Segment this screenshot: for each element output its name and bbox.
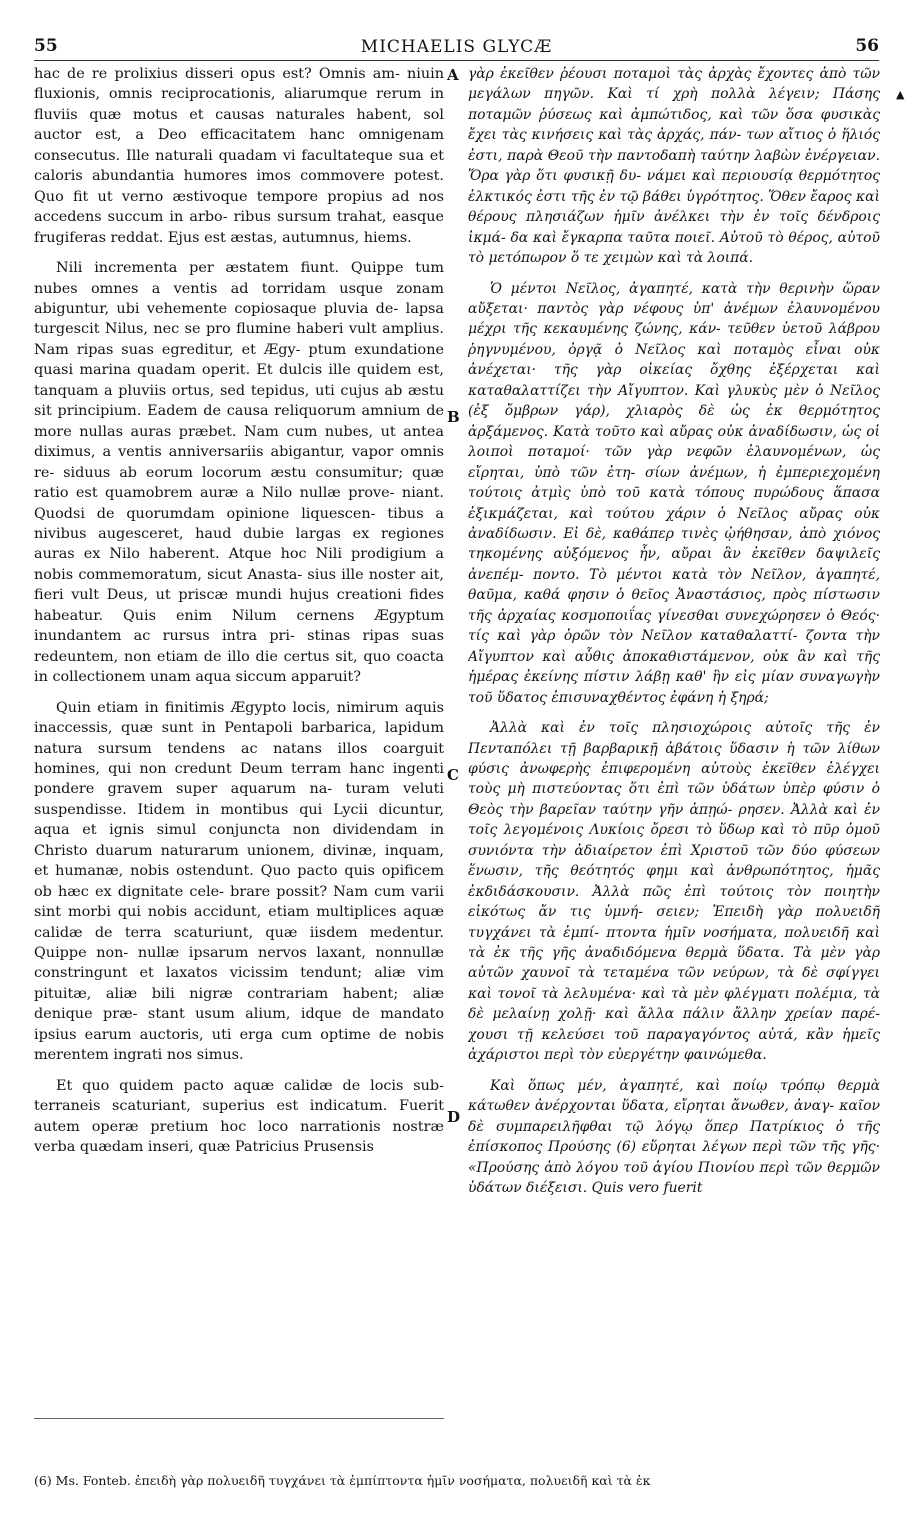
footnote-divider — [34, 1418, 444, 1419]
page-header — [34, 36, 879, 61]
latin-column — [34, 64, 444, 1464]
greek-paragraph: Καὶ ὅπως μέν, ἀγαπητέ, καὶ ποίῳ τρόπῳ θερμὰ κάτωθεν ἀνέρχονται ὕδατα, εἴρηται ἄνωθεν, ἀναγ- καῖον δὲ συμπαρειλῆφθαι τῷ λόγῳ ὅπερ Πατρίκιος ὁ τῆς ἐπίσκοπος Προύσης (6) εὕρηται λέγων περὶ τῶν τῆς γῆς· «Προύσης ἀπὸ λόγου τοῦ ἁγίου Πιονίου περὶ τῶν θερμῶν ὑδάτων διέξεισι. Quis vero fuerit — [468, 1077, 880, 1197]
margin-letter-c: C — [447, 766, 459, 784]
margin-letter-b: B — [447, 408, 460, 426]
right-page-number: 56 — [855, 36, 879, 56]
footnote: (6) Ms. Fonteb. ἐπειδὴ γὰρ πολυειδῆ τυγχάνει τὰ ἐμπίπτοντα ἡμῖν νοσήματα, πολυειδῆ καὶ τὰ ἐκ — [34, 1473, 651, 1488]
margin-letter-d: D — [447, 1108, 461, 1126]
latin-paragraph: Nili incrementa per æstatem fiunt. Quippe tum nubes omnes a ventis ad torridam usque zonam abiguntur, ubi vehemente copiosaque pluvia de- lapsa turgescit Nilus, nec se pro flumine haberi vult amplius. Nam ripas suas egreditur, et Ægy- ptum exundatione quasi marina quadam operit. Et dulcis ille quidem est, tanquam a pluviis ortus, sed tepidus, uti cujus ab æstu sit principium. Eadem de causa reliquorum amnium de more nullas auras præbet. Nam cum nubes, ut antea diximus, a ventis anniversariis abigantur, vapor omnis re- siduus ab eorum locorum æstu consumitur; quæ ratio est quamobrem auræ a Nilo nullæ prove- niant. Quodsi de quorumdam opinione liquescen- tibus a nivibus augesceret, haud dubie largas ex regiones auras ex Nilo haberent. Atque hoc Nili prodigium a nobis commemoratum, sicut Anasta- sius ille noster ait, fieri vult Deus, ut priscæ mundi hujus creationi fides habeatur. Quis enim Nilum cernens Ægyptum inundantem ac rursus intra pri- stinas ripas suas redeuntem, non etiam de illo die certus sit, quo coacta in collectionem unam aqua siccum apparuit? — [34, 260, 444, 686]
greek-paragraph: γὰρ ἐκεῖθεν ῥέουσι ποταμοὶ τὰς ἀρχὰς ἔχοντες ἀπὸ τῶν μεγάλων πηγῶν. Καὶ τί χρὴ πολλὰ λέγειν; Πάσης ποταμῶν ῥύσεως καὶ ἀμπώτιδος, καὶ τῶν ὅσα φυσικὰς ἔχει τὰς κινήσεις καὶ τὰς ἀρχάς, πάν- των αἴτιος ὁ ἥλιός ἐστι, παρὰ Θεοῦ τὴν παντοδαπὴ ταύτην λαβὼν ἐνέργειαν. Ὅρα γὰρ ὅτι φυσικῇ δυ- νάμει καὶ περιουσίᾳ θερμότητος ἑλκτικός ἐστι τῆς ἐν τῷ βάθει ὑγρότητος. Ὅθεν ἔαρος καὶ θέρους πλησιάζων ἡμῖν ἀνέλκει τὴν ἐν τοῖς δένδροις ἰκμά- δα καὶ ἔγκαρπα ταῦτα ποιεῖ. Αὐτοῦ τὸ θέρος, αὐτοῦ τὸ μετόπωρον ὅ τε χειμὼν καὶ τὰ λοιπά. — [468, 66, 880, 267]
margin-letter-a: A — [447, 66, 459, 84]
latin-paragraph: Quin etiam in finitimis Ægypto locis, nimirum aquis inaccessis, quæ sunt in Pentapoli barbarica, lapidum natura sursum tendens ac natans illos coarguit homines, qui non credunt Deum terram hanc ingenti pondere gravem super aquarum na- turam veluti suspendisse. Itidem in montibus qui Lycii dicuntur, aqua et ignis simul conjuncta non dividendam in Christo duarum naturarum unionem, divinæ, inquam, et humanæ, nobis ostendunt. Quo pacto quis opificem ob hæc ex dignitate cele- brare possit? Nam cum varii sint morbi qui nobis accidunt, etiam multiplices aquæ calidæ de terra scaturiunt, quæ iisdem medentur. Quippe non- nullæ ipsarum nervos laxant, nonnullæ constringunt et laxatos vicissim tendunt; aliæ vim pituitæ, aliæ bili nigræ contrariam habent; aliæ denique præ- stant usum alium, idque de mandato ipsius earum auctoris, uti erga cum optime de nobis merentem ingrati nos simus. — [34, 699, 444, 1064]
greek-paragraph: Ἀλλὰ καὶ ἐν τοῖς πλησιοχώροις αὐτοῖς τῆς ἐν Πενταπόλει τῇ βαρβαρικῇ ἀβάτοις ὕδασιν ἡ τῶν λίθων φύσις ἀνωφερὴς ἐπιφερομένη αὐτοὺς ἐκεῖθεν ἐλέγχει τοὺς μὴ πιστεύοντας ὅτι ἐπὶ τῶν ὑδάτων ὑπὲρ φύσιν ὁ Θεὸς τὴν βαρεῖαν ταύτην γῆν ἀπῃώ- ρησεν. Ἀλλὰ καὶ ἐν τοῖς λεγομένοις Λυκίοις ὄρεσι τὸ ὕδωρ καὶ τὸ πῦρ ὁμοῦ συνιόντα τὴν ἀδιαίρετον ἐπὶ Χριστοῦ τῶν δύο φύσεων ἕνωσιν, τῆς θεότητός φημι καὶ ἀνθρωπότητος, ἡμᾶς ἐκδιδάσκουσιν. Ἀλλὰ πῶς ἐπὶ τούτοις τὸν ποιητὴν εἰκότως ἄν τις ὑμνή- σειεν; Ἐπειδὴ γὰρ πολυειδῆ τυγχάνει τὰ ἐμπί- πτοντα ἡμῖν νοσήματα, πολυειδῆ καὶ τὰ ἐκ τῆς γῆς ἀναδιδόμενα θερμὰ ὕδατα. Τὰ μὲν γὰρ αὐτῶν χαυνοῖ τὰ τεταμένα τῶν νεύρων, τὰ δὲ σφίγγει καὶ τονοῖ τὰ λελυμένα· καὶ τὰ μὲν φλέγματι πολέμια, τὰ δὲ μελαίνῃ χολῇ· καὶ ἄλλα πάλιν ἄλλην χρείαν παρέ- χουσι τῇ κελεύσει τοῦ παραγαγόντος αὐτά, κἂν ἡμεῖς ἀχάριστοι περὶ τὸν εὐεργέτην φαινώμεθα. — [468, 720, 880, 1064]
greek-paragraph: Ὁ μέντοι Νεῖλος, ἀγαπητέ, κατὰ τὴν θερινὴν ὥραν αὔξεται· παντὸς γὰρ νέφους ὑπ' ἀνέμων ἐλαυνομένου μέχρι τῆς κεκαυμένης ζώνης, κάν- τεῦθεν ὑετοῦ λάβρου ῥηγνυμένου, ὀργᾷ ὁ Νεῖλος καὶ ποταμὸς εἶναι οὐκ ἀνέχεται· τῆς γὰρ οἰκείας ὄχθης ἐξέρχεται καὶ καταθαλαττίζει τὴν Αἴγυπτον. Καὶ γλυκὺς μὲν ὁ Νεῖλος (ἐξ ὄμβρων γάρ), χλιαρὸς δὲ ὡς ἐκ θερμότητος ἀρξάμενος. Κατὰ τοῦτο καὶ αὔρας οὐκ ἀναδίδωσιν, ὡς οἱ λοιποὶ ποταμοί· τῶν γὰρ νεφῶν ἐλαυνομένων, ὡς εἴρηται, ὑπὸ τῶν ἐτη- σίων ἀνέμων, ἡ ἐμπεριεχομένη τούτοις ἀτμὶς ὑπὸ τοῦ κατὰ τόπους πυρώδους ἅπασα ἐξικμάζεται, καὶ τούτου χάριν ὁ Νεῖλος αὔρας οὐκ ἀναδίδωσιν. Εἰ δὲ, καθάπερ τινὲς ᾠήθησαν, ἀπὸ χιόνος τηκομένης αὐξόμενος ἦν, αὔραι ἂν ἐκεῖθεν δαψιλεῖς ἀνεπέμ- ποντο. Τὸ μέντοι κατὰ τὸν Νεῖλον, ἀγαπητέ, θαῦμα, καθά φησιν ὁ θεῖος Ἀναστάσιος, πρὸς πίστωσιν τῆς ἀρχαίας κοσμοποιΐας γίνεσθαι συνεχώρησεν ὁ Θεός· τίς καὶ γὰρ ὁρῶν τὸν Νεῖλον καταθαλαττί- ζοντα τὴν Αἴγυπτον καὶ αὖθις ἀποκαθιστάμενον, οὐκ ἂν καὶ τῆς ἡμέρας ἐκείνης πίστιν λάβῃ καθ' ἣν εἰς μίαν συναγωγὴν τοῦ ὕδατος ἐπισυναχθέντος ἐφάνη ἡ ξηρά; — [468, 280, 880, 706]
latin-paragraph: hac de re prolixius disseri opus est? Omnis am- niuin fluxionis, omnis reciprocationis, aliarumque rerum in fluviis quæ motus et causas naturales habent, sol auctor est, a Deo efficacitatem hanc omnigenam consecutus. Ille naturali quadam vi facultateque sua et caloris abundantia humores imos commovere potest. Quo fit ut verno æstivoque tempore propius ad nos accedens succum in arbo- ribus sursum trahat, easque frugiferas reddat. Ejus est æstas, autumnus, hiems. — [34, 66, 444, 246]
greek-column — [468, 64, 880, 1464]
latin-paragraph: Et quo quidem pacto aquæ calidæ de locis sub- terraneis scaturiant, superius est indicatum. Fuerit autem operæ pretium hoc loco narrationis nostræ verba quædam inseri, quæ Patricius Prusensis — [34, 1077, 444, 1156]
running-title: MICHAELIS GLYCÆ — [360, 37, 553, 57]
margin-arrow-icon: ▲ — [896, 88, 905, 101]
left-page-number: 55 — [34, 36, 58, 56]
